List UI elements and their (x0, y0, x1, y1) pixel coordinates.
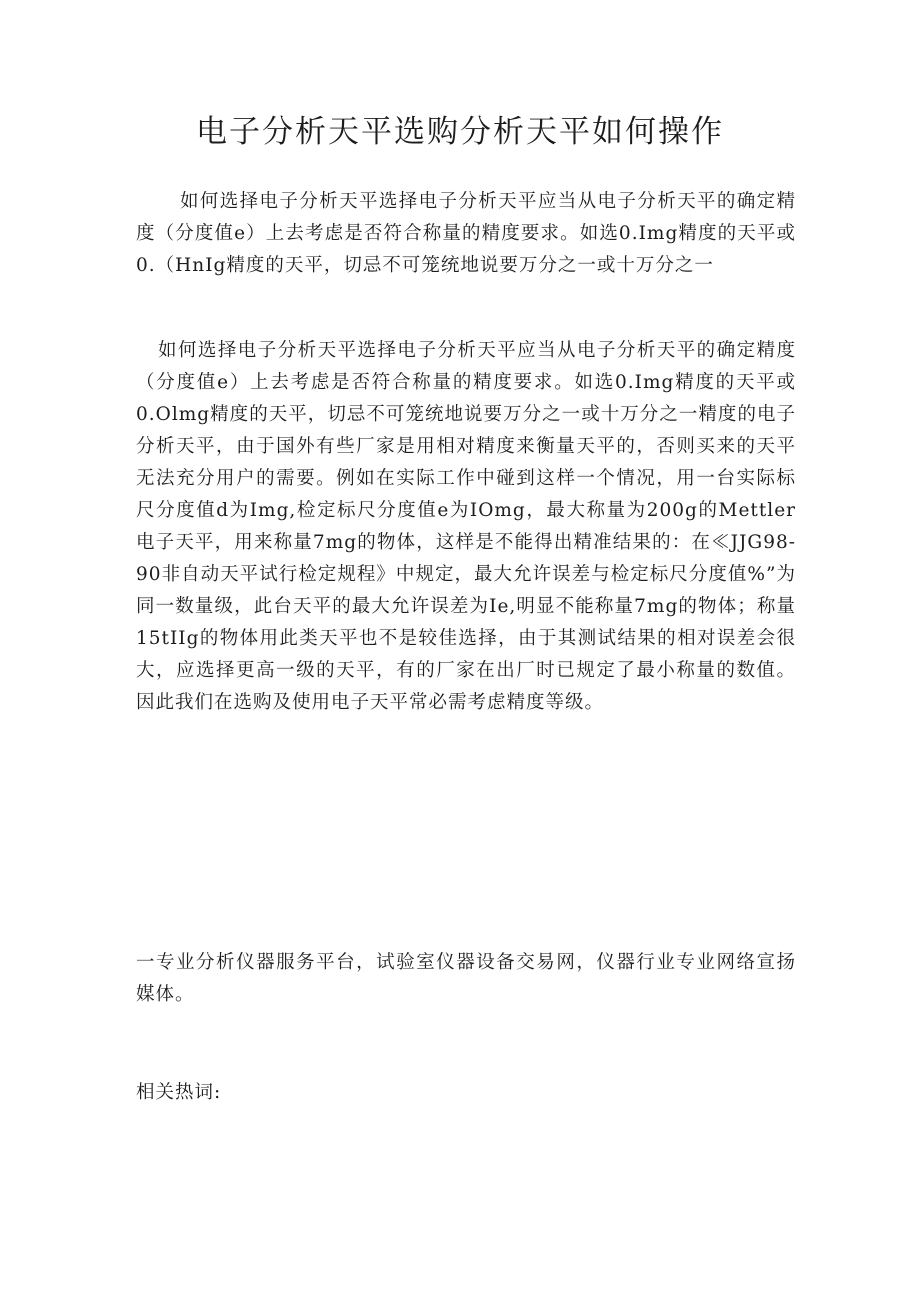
intro-paragraph: 如何选择电子分析天平选择电子分析天平应当从电子分析天平的确定精度（分度值e）上去考虑是否符合称量的精度要求。如选0.Img精度的天平或0.（HnIg精度的天平，切忌不可笼统地说要万分之一或十万分之一 (136, 191, 796, 276)
body-paragraph: 如何选择电子分析天平选择电子分析天平应当从电子分析天平的确定精度（分度值e）上去考虑是否符合称量的精度要求。如选0.Img精度的天平或0.Olmg精度的天平，切忌不可笼统地说要万分之一或十万分之一精度的电子分析天平，由于国外有些厂家是用相对精度来衡量天平的，否则买来的天平无法充分用户的需要。例如在实际工作中碰到这样一个情况，用一台实际标尺分度值d为Img,检定标尺分度值e为IOmg，最大称量为200g的Mettler电子天平，用来称量7mg的物体，这样是不能得出精准结果的：在≪JJG98-90非自动天平试行检定规程》中规定，最大允许误差与检定标尺分度值%”为同一数量级，此台天平的最大允许误差为Ie,明显不能称量7mg的物体；称量15tIIg的物体用此类天平也不是较佳选择，由于其测试结果的相对误差会很大，应选择更高一级的天平，有的厂家在出厂时已规定了最小称量的数值。因此我们在选购及使用电子天平常必需考虑精度等级。 (136, 340, 796, 713)
page-title: 电子分析天平选购分析天平如何操作 (196, 114, 724, 150)
keywords-label: 相关热词: (136, 1082, 222, 1103)
footer-paragraph: 一专业分析仪器服务平台，试验室仪器设备交易网，仪器行业专业网络宣扬媒体。 (136, 952, 796, 1005)
